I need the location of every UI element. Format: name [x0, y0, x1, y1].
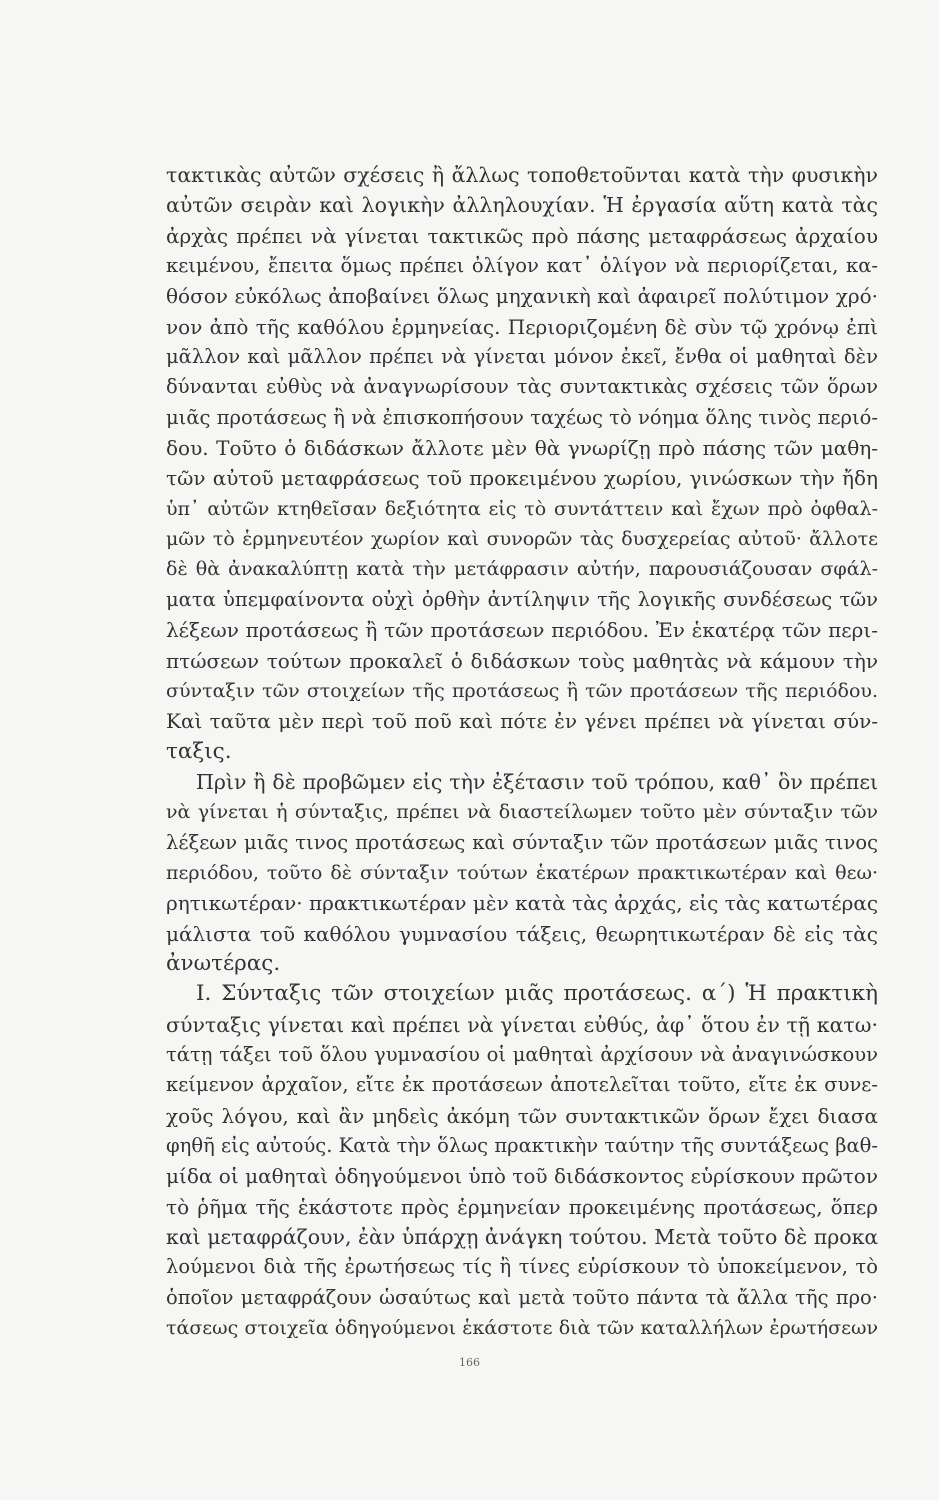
text-line: ταξις. — [166, 738, 232, 764]
text-line: τάσεως στοιχεῖα ὁδηγούμενοι ἑκάστοτε διὰ τῶν καταλλήλων ἐρωτήσεων — [166, 1317, 878, 1340]
text-line: περιόδου, τοῦτο δὲ σύνταξιν τούτων ἑκατέρων πρακτικωτέραν καὶ θεω· — [166, 861, 878, 884]
text-line: τὸ ῥῆμα τῆς ἑκάστοτε πρὸς ἑρμηνείαν προκειμένης προτάσεως, ὅπερ — [166, 1194, 878, 1219]
text-line: θόσον εὐκόλως ἀποβαίνει ὅλως μηχανικὴ καὶ ἀφαιρεῖ πολύτιμον χρό· — [166, 284, 878, 309]
text-line: κείμενον ἀρχαῖον, εἴτε ἐκ προτάσεων ἀποτελεῖται τοῦτο, εἴτε ἐκ συνε- — [166, 1073, 878, 1097]
text-line: νον ἀπὸ τῆς καθόλου ἑρμηνείας. Περιοριζομένη δὲ σὺν τῷ χρόνῳ ἐπὶ — [166, 314, 878, 339]
text-line: σύνταξις γίνεται καὶ πρέπει νὰ γίνεται εὐθύς, ἀφ᾽ ὅτου ἐν τῇ κατω· — [166, 1012, 878, 1037]
text-line: κειμένου, ἔπειτα ὅμως πρέπει ὀλίγον κατ᾽ ὀλίγον νὰ περιορίζεται, κα- — [166, 254, 878, 278]
body-text — [166, 160, 878, 1343]
text-line: λέξεων προτάσεως ἢ τῶν προτάσεων περιόδου. Ἐν ἑκατέρᾳ τῶν περι- — [166, 618, 878, 643]
section-heading-line: I. Σύνταξις τῶν στοιχείων μιᾶς προτάσεως. α΄) Ἡ πρακτικὴ — [196, 981, 878, 1007]
text-line: ὁποῖον μεταφράζουν ὡσαύτως καὶ μετὰ τοῦτο πάντα τὰ ἄλλα τῆς προ· — [166, 1285, 878, 1309]
text-line: μᾶλλον καὶ μᾶλλον πρέπει νὰ γίνεται μόνον ἐκεῖ, ἔνθα οἱ μαθηταὶ δὲν — [166, 345, 878, 369]
text-line: νὰ γίνεται ἡ σύνταξις, πρέπει νὰ διαστείλωμεν τοῦτο μὲν σύνταξιν τῶν — [166, 801, 878, 824]
text-line: σύνταξιν τῶν στοιχείων τῆς προτάσεως ἢ τῶν προτάσεων τῆς περιόδου. — [166, 679, 878, 702]
text-line: λέξεων μιᾶς τινος προτάσεως καὶ σύνταξιν τῶν προτάσεων μιᾶς τινος — [166, 830, 878, 854]
text-line: μιᾶς προτάσεως ἢ νὰ ἐπισκοπήσουν ταχέως τὸ νόημα ὅλης τινὸς περιό- — [166, 405, 878, 429]
text-line: χοῦς λόγου, καὶ ἂν μηδεὶς ἀκόμη τῶν συντακτικῶν ὅρων ἔχει διασα — [166, 1103, 878, 1128]
text-line: φηθῆ εἰς αὐτούς. Κατὰ τὴν ὅλως πρακτικὴν ταύτην τῆς συντάξεως βαθ- — [166, 1134, 878, 1157]
page-number: 166 — [459, 1356, 480, 1369]
text-line: μίδα οἱ μαθηταὶ ὁδηγούμενοι ὑπὸ τοῦ διδάσκοντος εὑρίσκουν πρῶτον — [166, 1164, 878, 1189]
text-line: ἀνωτέρας. — [166, 950, 281, 976]
text-line: μῶν τὸ ἑρμηνευτέον χωρίον καὶ συνορῶν τὰς δυσχερείας αὐτοῦ· ἄλλοτε — [166, 528, 878, 551]
text-line: Καὶ ταῦτα μὲν περὶ τοῦ ποῦ καὶ πότε ἐν γένει πρέπει νὰ γίνεται σύν- — [166, 709, 878, 734]
text-line: δου. Τοῦτο ὁ διδάσκων ἄλλοτε μὲν θὰ γνωρίζῃ πρὸ πάσης τῶν μαθη- — [166, 436, 878, 461]
text-line: ματα ὑπεμφαίνοντα οὐχὶ ὀρθὴν ἀντίληψιν τῆς λογικῆς συνδέσεως τῶν — [166, 587, 878, 611]
text-line: τάτῃ τάξει τοῦ ὅλου γυμνασίου οἱ μαθηταὶ ἀρχίσουν νὰ ἀναγινώσκουν — [166, 1042, 878, 1066]
text-line: τακτικὰς αὐτῶν σχέσεις ἢ ἄλλως τοποθετοῦνται κατὰ τὴν φυσικὴν — [166, 163, 878, 187]
text-line: ρητικωτέραν· πρακτικωτέραν μὲν κατὰ τὰς ἀρχάς, εἰς τὰς κατωτέρας — [166, 891, 879, 916]
text-line: Πρὶν ἢ δὲ προβῶμεν εἰς τὴν ἐξέτασιν τοῦ τρόπου, καθ᾽ ὃν πρέπει — [196, 769, 878, 794]
text-line: πτώσεων τούτων προκαλεῖ ὁ διδάσκων τοὺς μαθητὰς νὰ κάμουν τὴν — [166, 648, 878, 673]
text-line: ἀρχὰς πρέπει νὰ γίνεται τακτικῶς πρὸ πάσης μεταφράσεως ἀρχαίου — [166, 223, 878, 248]
text-line: δύνανται εὐθὺς νὰ ἀναγνωρίσουν τὰς συντακτικὰς σχέσεις τῶν ὅρων — [166, 375, 878, 399]
text-line: δὲ θὰ ἀνακαλύπτῃ κατὰ τὴν μετάφρασιν αὐτήν, παρουσιάζουσαν σφάλ- — [166, 558, 878, 581]
text-line: καὶ μεταφράζουν, ἐὰν ὑπάρχῃ ἀνάγκη τούτου. Μετὰ τοῦτο δὲ προκα — [166, 1225, 879, 1250]
text-line: λούμενοι διὰ τῆς ἐρωτήσεως τίς ἢ τίνες εὑρίσκουν τὸ ὑποκείμενον, τὸ — [166, 1255, 878, 1279]
text-line: μάλιστα τοῦ καθόλου γυμνασίου τάξεις, θεωρητικωτέραν δὲ εἰς τὰς — [166, 921, 878, 946]
text-line: ὑπ᾽ αὐτῶν κτηθεῖσαν δεξιότητα εἰς τὸ συντάττειν καὶ ἔχων πρὸ ὀφθαλ- — [166, 497, 878, 520]
text-line: τῶν αὐτοῦ μεταφράσεως τοῦ προκειμένου χωρίου, γινώσκων τὴν ἤδη — [166, 466, 878, 491]
text-line: αὐτῶν σειρὰν καὶ λογικὴν ἀλληλουχίαν. Ἡ ἐργασία αὕτη κατὰ τὰς — [166, 193, 878, 218]
